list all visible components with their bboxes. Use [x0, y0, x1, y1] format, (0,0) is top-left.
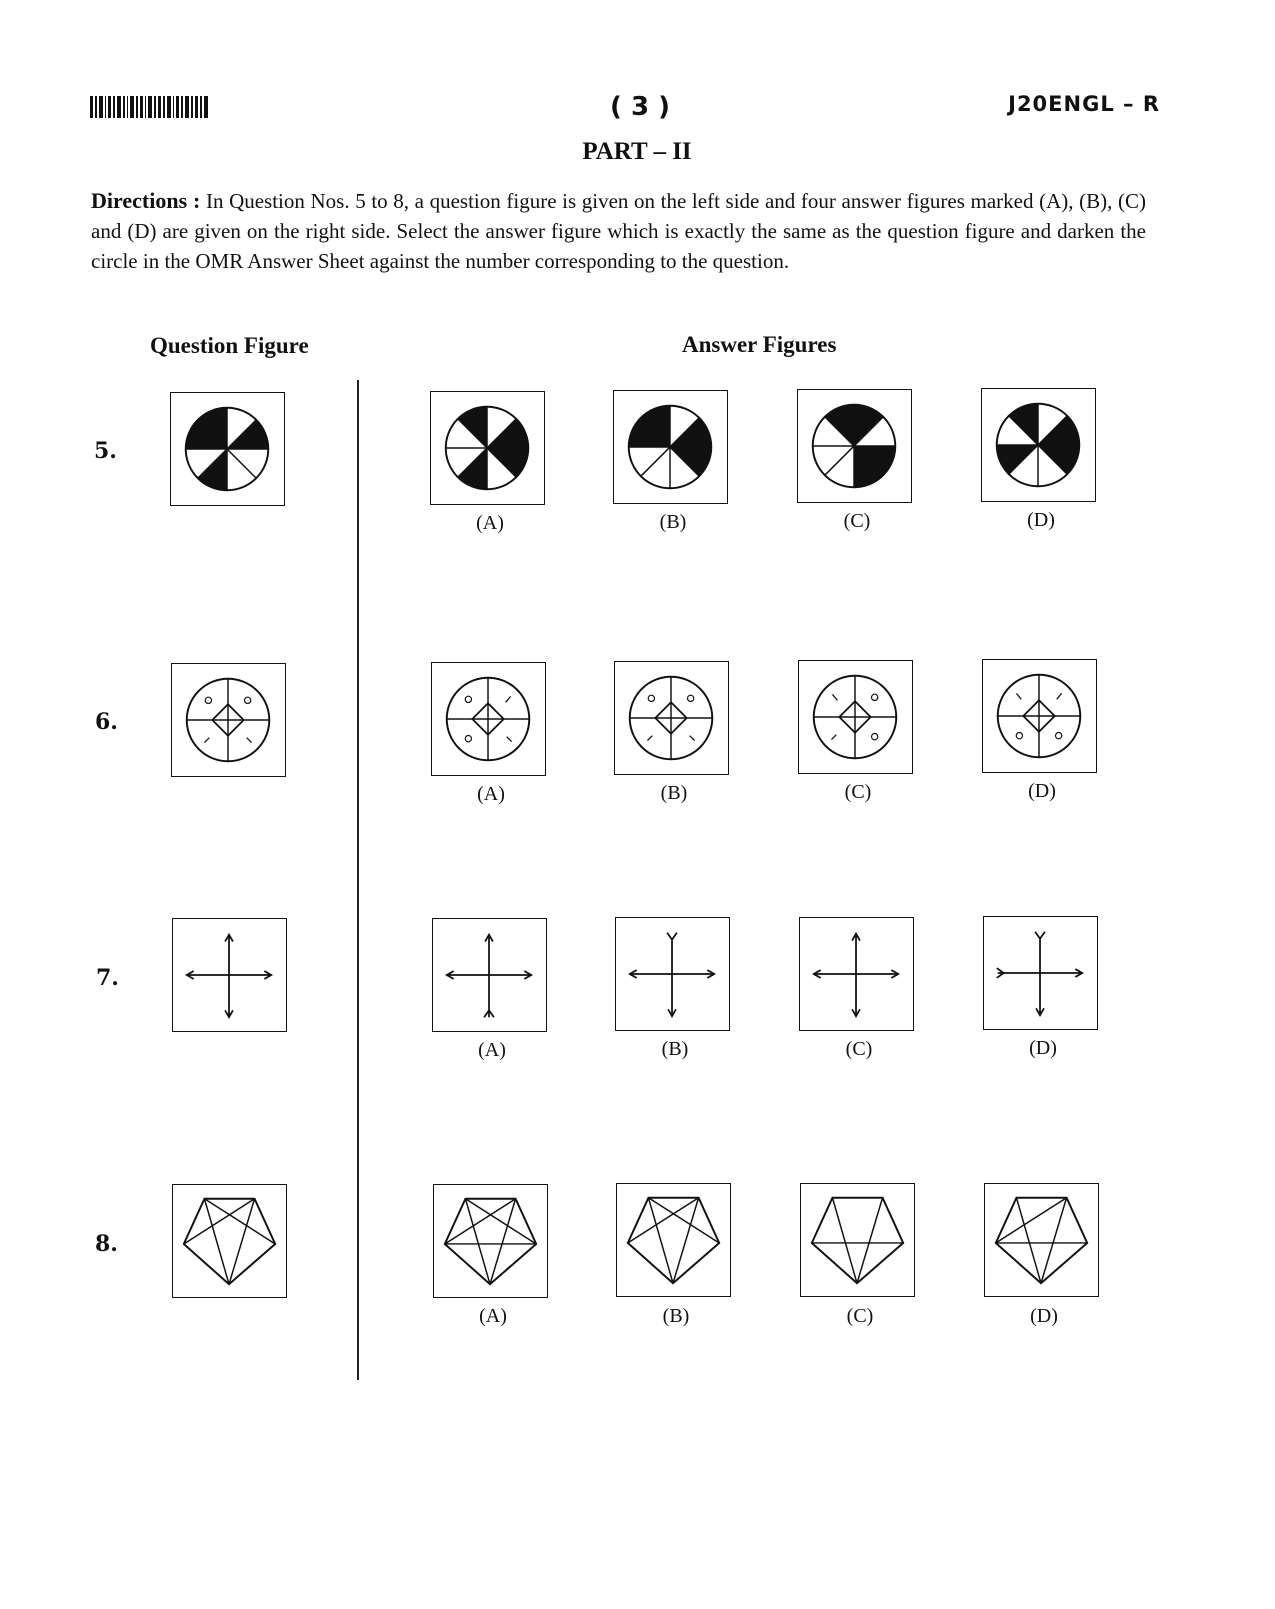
option-label: (D)	[1028, 780, 1056, 802]
shaded-sector-circle-icon	[431, 392, 544, 504]
answer-7b-figure[interactable]	[615, 917, 730, 1031]
answer-5d-figure[interactable]	[981, 388, 1096, 502]
cross-arrows-icon	[984, 917, 1097, 1029]
part-title: PART – II	[582, 138, 692, 165]
option-label: (C)	[846, 1305, 874, 1327]
option-label: (B)	[660, 782, 688, 804]
pentagon-star-icon	[434, 1185, 547, 1297]
paper-code: J20ENGL – R	[1008, 92, 1160, 116]
circle-diamond-marks-icon	[983, 660, 1096, 772]
answer-5a-figure[interactable]	[430, 391, 545, 505]
pentagon-star-icon	[985, 1184, 1098, 1296]
circle-diamond-marks-icon	[615, 662, 728, 774]
answer-7c-figure[interactable]	[799, 917, 914, 1031]
option-label: (B)	[662, 1305, 690, 1327]
question-8-figure	[172, 1184, 287, 1298]
option-label: (A)	[476, 512, 504, 534]
option-label: (D)	[1029, 1037, 1057, 1059]
option-label: (C)	[845, 1038, 873, 1060]
question-number: 5.	[94, 438, 117, 464]
circle-diamond-marks-icon	[799, 661, 912, 773]
answer-6b-figure[interactable]	[614, 661, 729, 775]
cross-arrows-icon	[173, 919, 286, 1031]
shaded-sector-circle-icon	[982, 389, 1095, 501]
directions-text: In Question Nos. 5 to 8, a question figure is given on the left side and four answer figures marked (A), (B), (C) and (D) are given on the right side. Select the answer figure which is exactly the same as the question figure and darken the circle in the OMR Answer Sheet against the number corresponding to the question.	[91, 189, 1146, 273]
option-label: (C)	[844, 781, 872, 803]
cross-arrows-icon	[616, 918, 729, 1030]
directions-lead: Directions :	[91, 188, 201, 213]
answer-5b-figure[interactable]	[613, 390, 728, 504]
question-number: 6.	[95, 709, 118, 735]
option-label: (B)	[661, 1038, 689, 1060]
option-label: (A)	[479, 1305, 507, 1327]
question-7-figure	[172, 918, 287, 1032]
answer-figures-heading: Answer Figures	[682, 332, 837, 357]
question-5-figure	[170, 392, 285, 506]
cross-arrows-icon	[800, 918, 913, 1030]
shaded-sector-circle-icon	[798, 390, 911, 502]
circle-diamond-marks-icon	[432, 663, 545, 775]
question-figure-heading: Question Figure	[150, 333, 309, 358]
barcode-icon	[90, 96, 208, 118]
option-label: (B)	[659, 511, 687, 533]
question-number: 7.	[96, 965, 119, 991]
answer-6a-figure[interactable]	[431, 662, 546, 776]
answer-7a-figure[interactable]	[432, 918, 547, 1032]
answer-8b-figure[interactable]	[616, 1183, 731, 1297]
answer-7d-figure[interactable]	[983, 916, 1098, 1030]
column-divider	[357, 380, 359, 1380]
answer-6c-figure[interactable]	[798, 660, 913, 774]
cross-arrows-icon	[433, 919, 546, 1031]
answer-5c-figure[interactable]	[797, 389, 912, 503]
pentagon-star-icon	[617, 1184, 730, 1296]
answer-8d-figure[interactable]	[984, 1183, 1099, 1297]
answer-8c-figure[interactable]	[800, 1183, 915, 1297]
pentagon-star-icon	[801, 1184, 914, 1296]
pentagon-star-icon	[173, 1185, 286, 1297]
option-label: (A)	[478, 1039, 506, 1061]
shaded-sector-circle-icon	[614, 391, 727, 503]
option-label: (C)	[843, 510, 871, 532]
option-label: (A)	[477, 783, 505, 805]
directions	[91, 186, 1146, 276]
circle-diamond-marks-icon	[172, 664, 285, 776]
option-label: (D)	[1030, 1305, 1058, 1327]
option-label: (D)	[1027, 509, 1055, 531]
answer-6d-figure[interactable]	[982, 659, 1097, 773]
page-number: ( 3 )	[610, 92, 670, 122]
answer-8a-figure[interactable]	[433, 1184, 548, 1298]
question-number: 8.	[95, 1231, 118, 1257]
shaded-sector-circle-icon	[171, 393, 284, 505]
question-6-figure	[171, 663, 286, 777]
